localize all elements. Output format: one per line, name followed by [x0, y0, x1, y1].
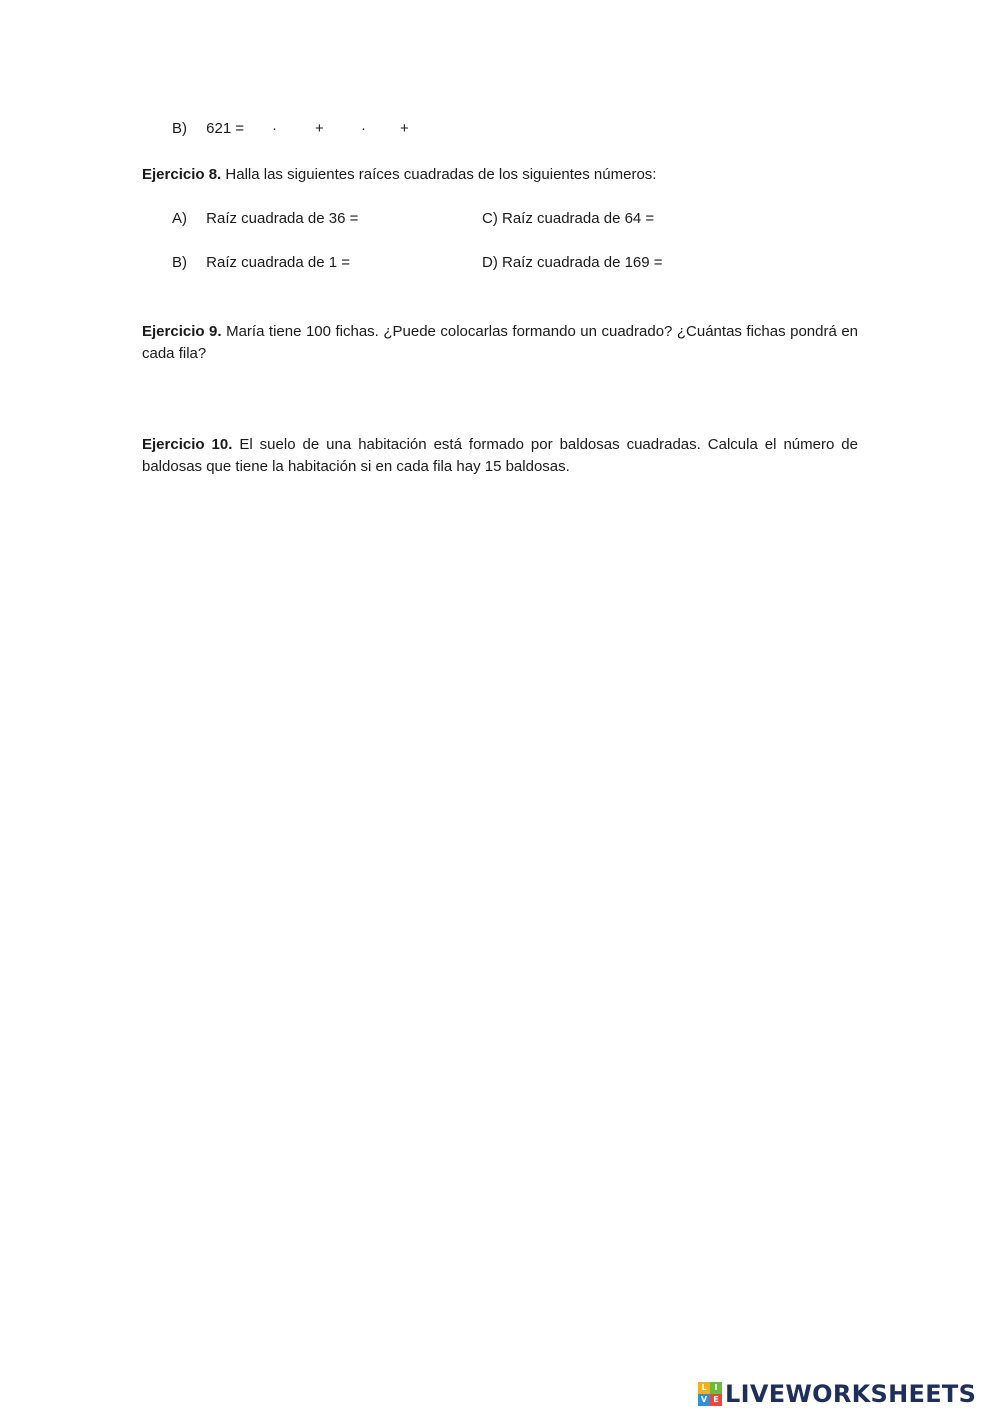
item-text: Raíz cuadrada de 1 = — [206, 254, 351, 271]
exercise7-b-row — [172, 120, 244, 137]
exercise8-item-d — [482, 254, 663, 271]
logo-letter-v: V — [698, 1394, 710, 1406]
exercise-title: Ejercicio 10. — [142, 436, 233, 453]
item-text: Raíz cuadrada de 169 = — [502, 254, 663, 271]
logo-letter-i: I — [710, 1382, 722, 1394]
item-text: Raíz cuadrada de 36 = — [206, 210, 359, 227]
logo-letter-e: E — [710, 1394, 722, 1406]
exercise-text: Halla las siguientes raíces cuadradas de los siguientes números: — [225, 166, 657, 183]
exercise-text: El suelo de una habitación está formado por baldosas cuadradas. Calcula el número de baldosas que tiene la habitación si en cada fila hay 15 baldosas. — [142, 436, 858, 475]
multiply-symbol: · — [361, 120, 366, 137]
logo-text: LIVEWORKSHEETS — [725, 1380, 977, 1408]
exercise8-item-b — [172, 254, 350, 271]
item-label: A) — [172, 210, 187, 227]
exercise8-item-a — [172, 210, 358, 227]
exercise8-statement — [142, 166, 656, 183]
item-label: B) — [172, 254, 187, 271]
exercise-title: Ejercicio 8. — [142, 166, 222, 183]
exercise8-item-c — [482, 210, 654, 227]
item-label: B) — [172, 120, 187, 137]
expression: 621 = — [206, 120, 245, 137]
exercise-title: Ejercicio 9. — [142, 323, 222, 340]
exercise10-statement — [142, 434, 858, 478]
liveworksheets-logo-icon — [698, 1382, 722, 1406]
plus-symbol: + — [315, 120, 324, 137]
plus-symbol: + — [400, 120, 409, 137]
item-label: D) — [482, 254, 498, 271]
logo-letter-l: L — [698, 1382, 710, 1394]
item-text: Raíz cuadrada de 64 = — [502, 210, 655, 227]
item-label: C) — [482, 210, 498, 227]
exercise9-statement — [142, 321, 858, 365]
liveworksheets-logo — [698, 1378, 976, 1410]
multiply-symbol: · — [272, 120, 277, 137]
exercise-text: María tiene 100 fichas. ¿Puede colocarlas formando un cuadrado? ¿Cuántas fichas pondrá en cada fila? — [142, 323, 858, 362]
